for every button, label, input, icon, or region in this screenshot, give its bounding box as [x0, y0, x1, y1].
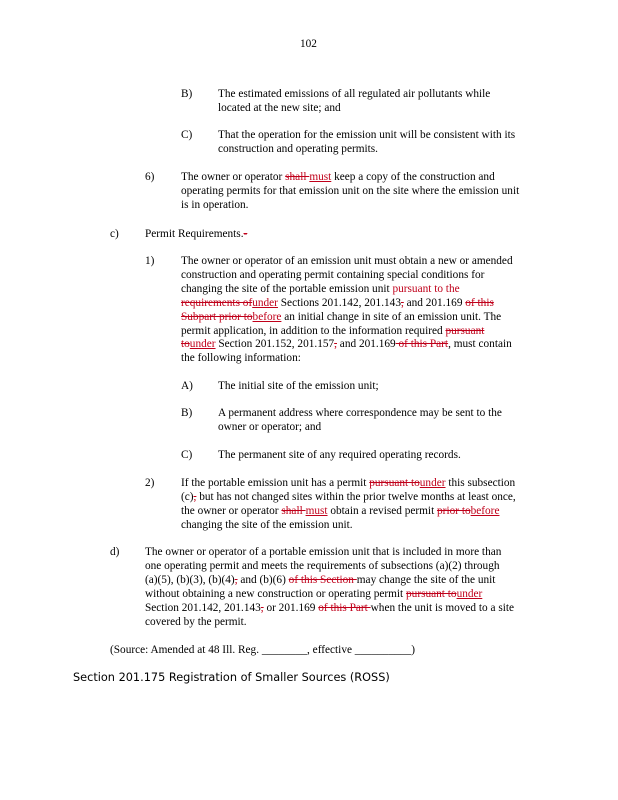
deleted-text: to [181, 338, 190, 351]
source-note: (Source: Amended at 48 Ill. Reg. ________, effective __________) [110, 644, 416, 656]
subsection-label-d: d) [110, 546, 120, 558]
item-label-c: C) [181, 129, 193, 141]
text-run: The owner or operator [181, 171, 286, 183]
item-2-text [181, 477, 516, 533]
subsection-d-line1: The owner or operator of a portable emission unit that is included in more than [145, 546, 502, 558]
item-1-text [181, 255, 513, 366]
text-run: and 201.169 [336, 338, 396, 351]
item-2-line3 [181, 505, 516, 519]
text-run: when the unit is moved to a site [370, 601, 515, 614]
item-2-line1 [181, 477, 516, 491]
inserted-text: must [309, 171, 332, 183]
item-label-1: 1) [145, 255, 155, 267]
item-c-line1: That the operation for the emission unit will be consistent with its [218, 129, 516, 141]
page-number: 102 [300, 38, 317, 50]
deleted-text: , [234, 573, 238, 586]
text-run: may change the site of the unit [356, 573, 496, 586]
text-run: obtain a revised permit [327, 504, 438, 517]
text-run: Sections 201.142, 201.143 [277, 296, 401, 309]
deleted-text: , [334, 338, 337, 351]
item-1-line7 [181, 338, 513, 352]
text-run: (a)(5), (b)(3), (b)(4) [145, 573, 235, 586]
deleted-text: of this Part [395, 338, 449, 351]
item-6-line2: operating permits for that emission unit on the site where the emission unit [181, 184, 520, 197]
item-1-line2: construction and operating permit containing special conditions for [181, 268, 485, 281]
text-run: (c) [181, 490, 194, 503]
item-1-line3 [181, 283, 513, 297]
item-6-text [181, 171, 519, 213]
subsection-d-text [145, 546, 514, 629]
subsection-d-line3 [145, 574, 514, 588]
text-run: keep a copy of the construction and [331, 171, 495, 183]
item-1-line6 [181, 325, 513, 339]
text-run: Section 201.142, 201.143 [145, 601, 261, 614]
item-2-line4: changing the site of the emission unit. [181, 518, 353, 531]
item-6-line3: is in operation. [181, 198, 249, 211]
deleted-text: , [193, 490, 197, 503]
inserted-text: under [252, 296, 278, 309]
deleted-text: Subpart prior to [181, 310, 253, 323]
inserted-text: before [470, 504, 500, 517]
inserted-text: pursuant to the [392, 282, 460, 295]
deleted-text: pursuant [445, 324, 485, 337]
item-label-2: 2) [145, 477, 155, 489]
deleted-text: prior to [437, 504, 471, 517]
inserted-text: before [252, 310, 282, 323]
subsection-d-line5 [145, 602, 514, 616]
inserted-text: under [456, 587, 483, 600]
deleted-text: of this [465, 296, 494, 309]
item-6-line1 [181, 171, 519, 185]
text-run: and (b)(6) [237, 573, 289, 586]
subsection-d-line2: one operating permit and meets the requirements of subsections (a)(2) through [145, 559, 500, 572]
text-run: the owner or operator [181, 504, 282, 517]
item-b-text [218, 88, 490, 116]
deleted-text: , [400, 296, 404, 309]
item-c-text [218, 129, 515, 157]
item-b-line1: The estimated emissions of all regulated air pollutants while [218, 88, 491, 100]
deleted-text: requirements of [181, 296, 253, 309]
deleted-text: pursuant to [406, 587, 457, 600]
item-B-line1: A permanent address where correspondence may be sent to the [218, 407, 502, 419]
text-run: but has not changed sites within the prior twelve months at least once, [196, 490, 516, 503]
section-heading: Section 201.175 Registration of Smaller Sources (ROSS) [73, 671, 390, 684]
item-B-text [218, 407, 502, 435]
text-run: permit application, in addition to the information required [181, 324, 446, 337]
item-1-line5 [181, 311, 513, 325]
text-run: or 201.169 [263, 601, 319, 614]
item-label-b: B) [181, 88, 193, 100]
text-run: changing the site of the portable emission unit [181, 282, 393, 295]
text-run: an initial change in site of an emission unit. The [281, 310, 502, 323]
item-1-line1: The owner or operator of an emission unit must obtain a new or amended [181, 255, 513, 267]
item-c-line2: construction and operating permits. [218, 142, 378, 155]
deleted-text: of this Part [318, 601, 371, 614]
item-C-text: The permanent site of any required operating records. [218, 449, 461, 461]
subsection-d-line6: covered by the permit. [145, 615, 247, 628]
item-1-line4 [181, 297, 513, 311]
deleted-text: pursuant to [369, 477, 420, 489]
inserted-text: under [419, 477, 446, 489]
text-run: , must contain [448, 338, 512, 351]
deleted-text: of this Section [288, 573, 357, 586]
item-label-A: A) [181, 380, 193, 392]
item-B-line2: owner or operator; and [218, 420, 322, 433]
text-run: Section 201.152, 201.157 [215, 338, 335, 351]
text-run: this subsection [445, 477, 516, 489]
item-label-6: 6) [145, 171, 155, 183]
inserted-text: must [305, 504, 328, 517]
item-A-text: The initial site of the emission unit; [218, 380, 379, 392]
item-2-line2 [181, 491, 516, 505]
deleted-text: shall [281, 504, 306, 517]
subsection-label-c: c) [110, 228, 119, 240]
item-label-B: B) [181, 407, 193, 419]
text-run: and 201.169 [403, 296, 466, 309]
text-run: without obtaining a new construction or operating permit [145, 587, 407, 600]
subsection-c-heading [145, 228, 247, 242]
heading-text: Permit Requirements. [145, 228, 244, 240]
inserted-text: under [189, 338, 216, 351]
deleted-text: , [260, 601, 264, 614]
deleted-text: shall [285, 171, 310, 183]
subsection-d-line4 [145, 588, 514, 602]
deleted-text: - [243, 228, 248, 240]
item-1-line8: the following information: [181, 352, 301, 365]
text-run: If the portable emission unit has a permit [181, 477, 370, 489]
item-b-line2: located at the new site; and [218, 101, 341, 114]
item-label-C: C) [181, 449, 193, 461]
